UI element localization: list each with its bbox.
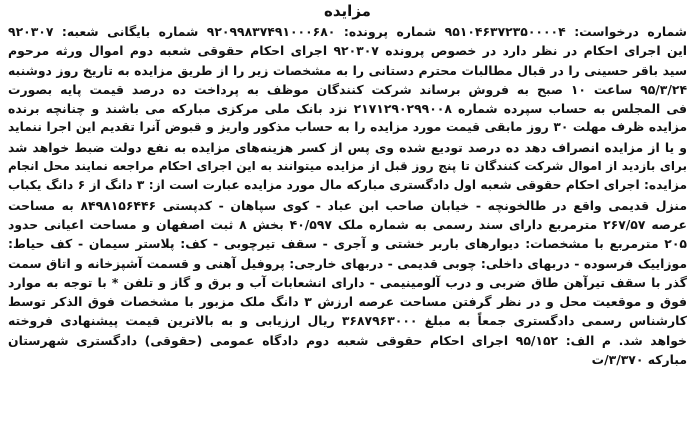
notice-line: ۹۵/۳/۲۴ ساعت ۱۰ صبح به فروش برساند شرکت کنندگان موظف به پرداخت ده درصد قیمت پایه بصورت [8,81,687,97]
notice-line: سید باقر حسینی را در قبال مطالبات محترم دستانی را به مشخصات زیر را از طریق مزایده به تاریخ روز دوشنبه [8,62,687,78]
notice-title: مزایده [324,2,371,20]
notice-line: خواهد شد. م الف: ۹۵/۱۵۲ اجرای احکام حقوقی شعبه دوم دادگاه عمومی (حقوقی) دادگستری شهرستان [8,332,687,348]
notice-line: برای بازدید از اموال شرکت کنندگان تا پنج روز قبل از مزایده میتوانند به این اجرای احکام مراجعه نمایند محل انجام [8,159,687,174]
notice-line: مزایده ظرف مهلت ۳۰ روز مابقی قیمت مورد مزایده را به حساب مذکور واریز و قبوض آنرا تقدیم این اجرا ننماید [8,120,687,135]
notice-line: ۲۰۵ مترمربع با مشخصات: دیوارهای باربر خشتی و آجری - سقف تیرچوبی - کف: پلاستر سیمان - کف حیاط: [8,236,687,252]
notice-line: این اجرای احکام در نظر دارد در خصوص پرونده ۹۲۰۳۰۷ اجرای احکام حقوقی شعبه دوم اموال ورثه مرحوم [8,43,687,59]
notice-line: فی المجلس به حساب سپرده شماره ۲۱۷۱۲۹۰۲۹۹۰۰۸ نزد بانک ملی مرکزی مبارکه می باشند و چنانچه برنده [8,101,687,117]
notice-line: منزل قدیمی واقع در طالخونچه - خیابان صاحب ابن عباد - کوی سپاهان - کدپستی ۸۴۹۸۱۵۶۴۴۶ به مساحت [8,197,687,213]
notice-line: مبارکه ۳/۳۷۰/ت [591,352,687,368]
notice-line: شماره درخواست: ۹۵۱۰۴۶۳۷۲۳۵۰۰۰۰۴ شماره پرونده: ۹۲۰۹۹۸۳۷۴۹۱۰۰۰۶۸۰ شماره بایگانی شعبه: ۹۲۰۳۰۷ [8,24,687,39]
notice-line: گذر با سقف تیرآهن طاق ضربی و درب آلومینیمی - دارای انشعابات آب و برق و گاز و تلفن * با توجه به موارد [8,274,687,290]
notice-body [8,22,687,369]
notice-line: و یا از مزایده انصراف دهد ده درصد تودیع شده وی پس از کسر هزینه‌های مزایده به نفع دولت ضبط خواهد شد [8,139,687,155]
notice-line: موزاییک فرسوده - دربهای داخلی: چوبی قدیمی - دربهای خارجی: پروفیل آهنی و قسمت آشپزخانه و اتاق سمت [8,255,687,271]
notice-line: عرصه ۲۶۷/۵۷ مترمربع دارای سند رسمی به شماره ملک ۴۰/۵۹۷ بخش ۸ ثبت اصفهان و مساحت اعیانی حدود [8,216,687,232]
notice-line: کارشناس رسمی دادگستری جمعاً به مبلغ ۳۶۸۷۹۶۳۰۰۰ ریال ارزیابی و به بالاترین قیمت پیشنهادی فروخته [8,313,687,329]
notice-line: فوق و موقعیت محل و در نظر گرفتن مساحت عرصه ارزش ۳ دانگ ملک مزبور با مشخصات فوق الذکر توسط [8,294,687,310]
notice-line: مزایده: اجرای احکام حقوقی شعبه اول دادگستری مبارکه مال مورد مزایده عبارت است از: ۳ دانگ از ۶ دانگ یکباب [8,178,687,193]
